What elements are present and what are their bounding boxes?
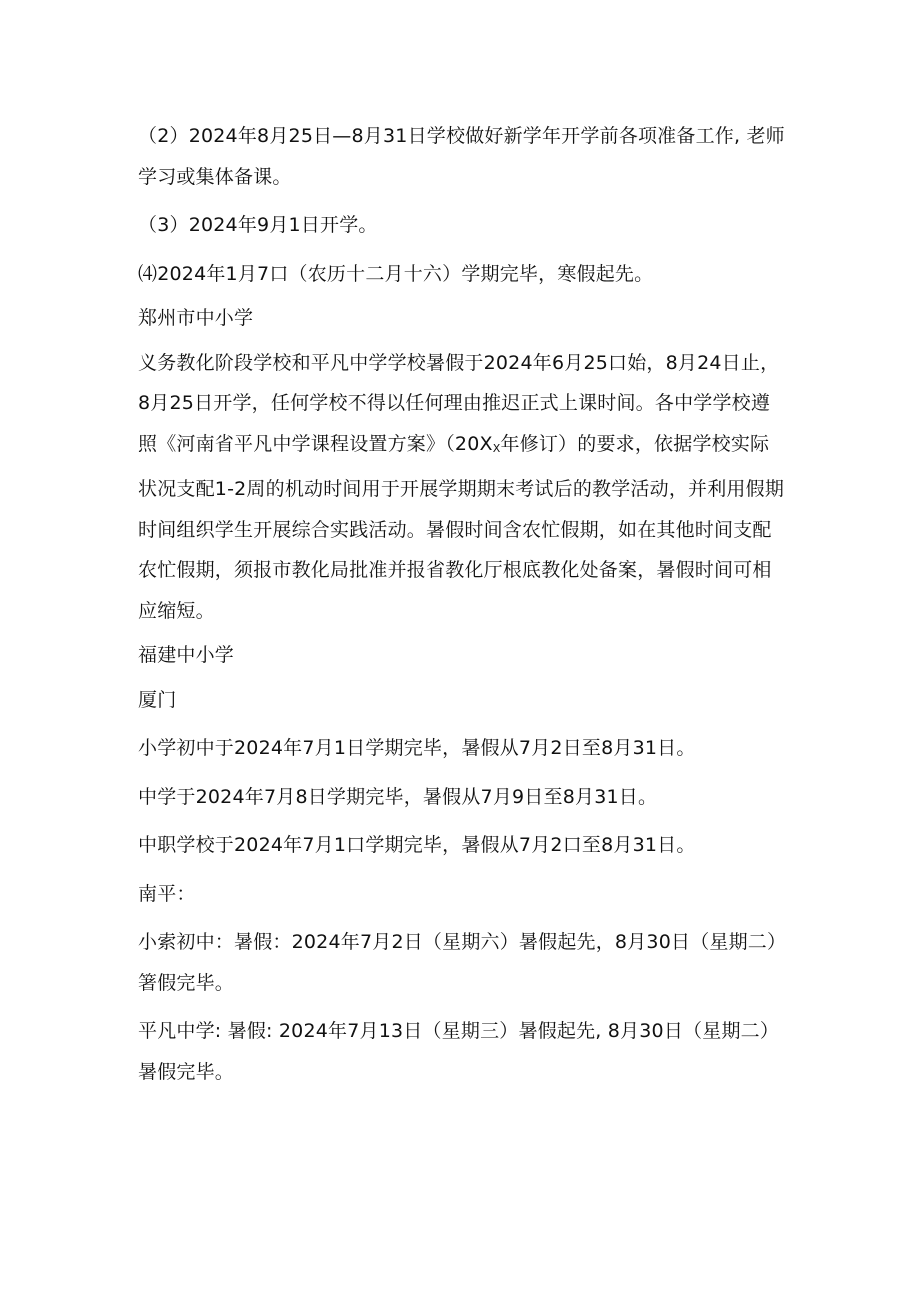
paragraph-item-2: （2）2024年8月25日—8月31日学校做好新学年开学前各项准备工作, 老师学习或集体备课。 (138, 125, 785, 188)
paragraph-zhengzhou-part1: 义务教化阶段学校和平凡中学学校暑假于2024年6月25口始，8月24日止，8月25日开学，任何学校不得以任何理由推迟正式上课时间。各中学学校遵照《河南省平凡中学课程设置方案》（20X (138, 351, 780, 455)
paragraph-item-4: ⑷2024年1月7口（农历十二月十六）学期完毕，寒假起先。 (138, 262, 654, 285)
paragraph-xiamen-middle: 中学于2024年7月8日学期完毕，暑假从7月9日至8月31日。 (138, 785, 658, 808)
paragraph-nanping-primary: 小索初中：暑假：2024年7月2日（星期六）暑假起先，8月30日（星期二）箸假完毕。 (138, 931, 787, 994)
paragraph-nanping-middle: 平凡中学: 暑假: 2024年7月13日（星期三）暑假起先, 8月30日（星期二）暑假完毕。 (138, 1020, 780, 1083)
heading-nanping: 南平： (138, 882, 196, 905)
document-body (138, 116, 788, 1092)
paragraph-xiamen-primary: 小学初中于2024年7月1日学期完毕，暑假从7月2日至8月31日。 (138, 737, 696, 759)
paragraph-zhengzhou (138, 343, 788, 632)
heading-zhengzhou: 郑州市中小学 (138, 307, 254, 329)
heading-xiamen: 厦门 (138, 688, 177, 711)
paragraph-item-3: （3）2024年9月1日开学。 (138, 214, 378, 236)
subscript-x: X (492, 441, 501, 455)
paragraph-zhengzhou-part2: 年修订）的要求，依据学校实际状况支配1-2周的机动时间用于开展学期期末考试后的教学活动，并利用假期时间组织学生开展综合实践活动。暑假时间含农忙假期，如在其他时间支配农忙假期，须报市教化局批准并报省教化厅根底教化处备案，暑假时间可相应缩短。 (138, 432, 785, 622)
paragraph-xiamen-vocational: 中职学校于2024年7月1口学期完毕，暑假从7月2口至8月31日。 (138, 834, 696, 856)
heading-fujian: 福建中小学 (138, 644, 235, 666)
